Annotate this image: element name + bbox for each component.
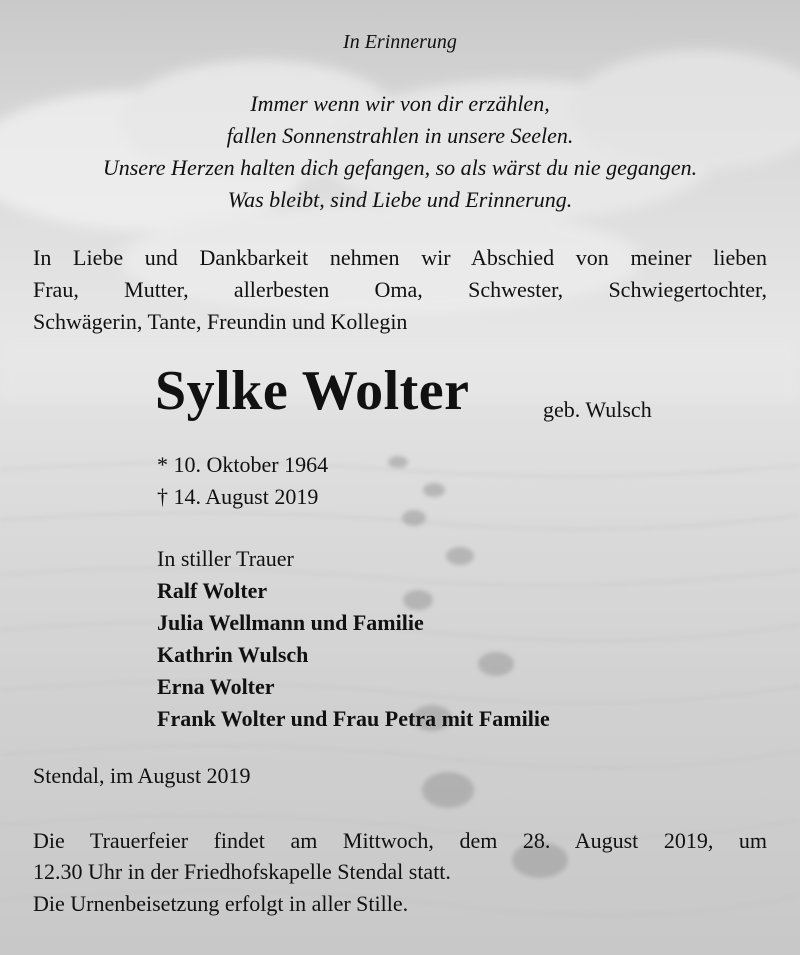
- birth-date: * 10. Oktober 1964: [157, 452, 329, 477]
- mourner-name: Julia Wellmann und Familie: [157, 610, 424, 635]
- notice-heading: In Erinnerung: [343, 31, 457, 53]
- poem-line: Unsere Herzen halten dich gefangen, so als wärst du nie gegangen.: [102, 155, 698, 180]
- maiden-name: geb. Wulsch: [543, 397, 652, 422]
- intro-line: In Liebe und Dankbarkeit nehmen wir Abschied von meiner lieben: [33, 245, 767, 270]
- intro-line: Schwägerin, Tante, Freundin und Kollegin: [33, 309, 408, 334]
- funeral-line: Die Urnenbeisetzung erfolgt in aller Stille.: [33, 891, 409, 916]
- poem-line: fallen Sonnenstrahlen in unsere Seelen.: [226, 123, 574, 148]
- mourner-name: Kathrin Wulsch: [157, 642, 309, 667]
- mourner-name: Ralf Wolter: [157, 578, 268, 603]
- place-date: Stendal, im August 2019: [33, 763, 251, 788]
- mourner-name: Frank Wolter und Frau Petra mit Familie: [157, 706, 550, 731]
- poem-line: Immer wenn wir von dir erzählen,: [250, 91, 550, 116]
- death-date: † 14. August 2019: [157, 484, 319, 509]
- poem-line: Was bleibt, sind Liebe und Erinnerung.: [227, 187, 573, 212]
- deceased-name: Sylke Wolter: [155, 360, 470, 422]
- intro-line: Frau, Mutter, allerbesten Oma, Schwester, Schwiegertochter,: [33, 277, 767, 302]
- funeral-line: Die Trauerfeier findet am Mittwoch, dem 28. August 2019, um: [33, 828, 767, 853]
- mourning-label: In stiller Trauer: [157, 546, 294, 571]
- mourner-name: Erna Wolter: [157, 674, 275, 699]
- funeral-line: 12.30 Uhr in der Friedhofskapelle Stendal statt.: [33, 859, 451, 884]
